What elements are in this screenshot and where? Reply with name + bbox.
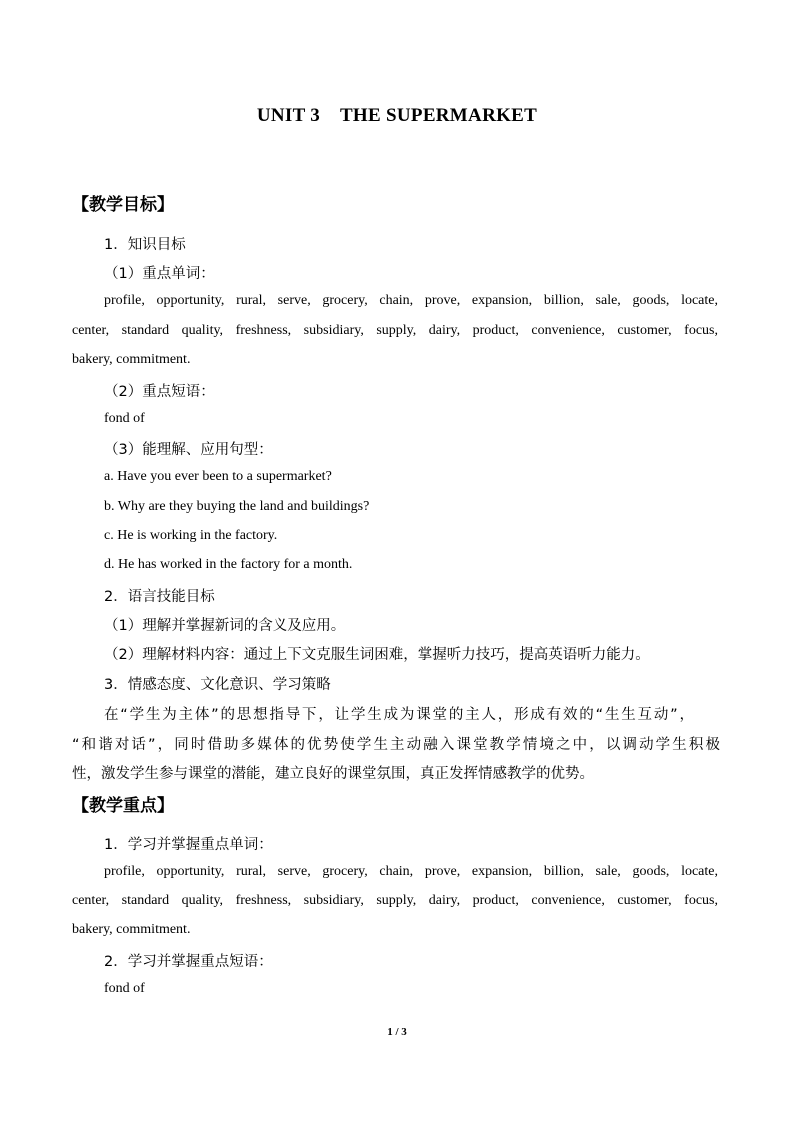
focus-words-line-3: bakery, commitment.: [72, 922, 191, 937]
knowledge-heading: 1．知识目标: [104, 237, 186, 253]
key-phrases-label: （2）重点短语：: [104, 384, 215, 400]
skills-item-1: （1）理解并掌握新词的含义及应用。: [104, 618, 346, 634]
focus-phrase: fond of: [104, 981, 145, 996]
key-phrase: fond of: [104, 411, 145, 426]
sentence-b: b. Why are they buying the land and buildings?: [104, 499, 370, 514]
sentence-a: a. Have you ever been to a supermarket?: [104, 469, 332, 484]
sentences-label: （3）能理解、应用句型：: [104, 442, 273, 458]
objectives-heading: 【教学目标】: [72, 195, 174, 215]
skills-item-2: （2）理解材料内容：通过上下文克服生词困难，掌握听力技巧，提高英语听力能力。: [104, 647, 650, 663]
key-words-label: （1）重点单词：: [104, 266, 215, 282]
key-words-line-1: profile, opportunity, rural, serve, grocery, chain, prove, expansion, billion, sale, goods, locate,: [104, 293, 718, 308]
emotion-text-line-2: “和谐对话”，同时借助多媒体的优势使学生主动融入课堂教学情境之中，以调动学生积极: [72, 737, 720, 753]
sentence-c: c. He is working in the factory.: [104, 528, 278, 543]
emotion-heading: 3．情感态度、文化意识、学习策略: [104, 677, 331, 693]
skills-heading: 2．语言技能目标: [104, 589, 215, 605]
focus-words-line-2: center, standard quality, freshness, subsidiary, supply, dairy, product, convenience, customer, focus,: [72, 893, 718, 908]
emotion-text-line-1: 在“学生为主体”的思想指导下，让学生成为课堂的主人，形成有效的“生生互动”，: [104, 707, 694, 723]
focus-heading: 【教学重点】: [72, 796, 174, 816]
key-words-line-3: bakery, commitment.: [72, 352, 191, 367]
key-words-line-2: center, standard quality, freshness, subsidiary, supply, dairy, product, convenience, customer, focus,: [72, 323, 718, 338]
focus-words-line-1: profile, opportunity, rural, serve, grocery, chain, prove, expansion, billion, sale, goods, locate,: [104, 864, 718, 879]
focus-phrases-label: 2．学习并掌握重点短语：: [104, 954, 273, 970]
page-title: UNIT 3 THE SUPERMARKET: [256, 105, 538, 126]
page-number: 1 / 3: [387, 1026, 407, 1038]
sentence-d: d. He has worked in the factory for a month.: [104, 557, 353, 572]
emotion-text-line-3: 性，激发学生参与课堂的潜能，建立良好的课堂氛围，真正发挥情感教学的优势。: [72, 766, 594, 782]
focus-words-label: 1．学习并掌握重点单词：: [104, 837, 273, 853]
